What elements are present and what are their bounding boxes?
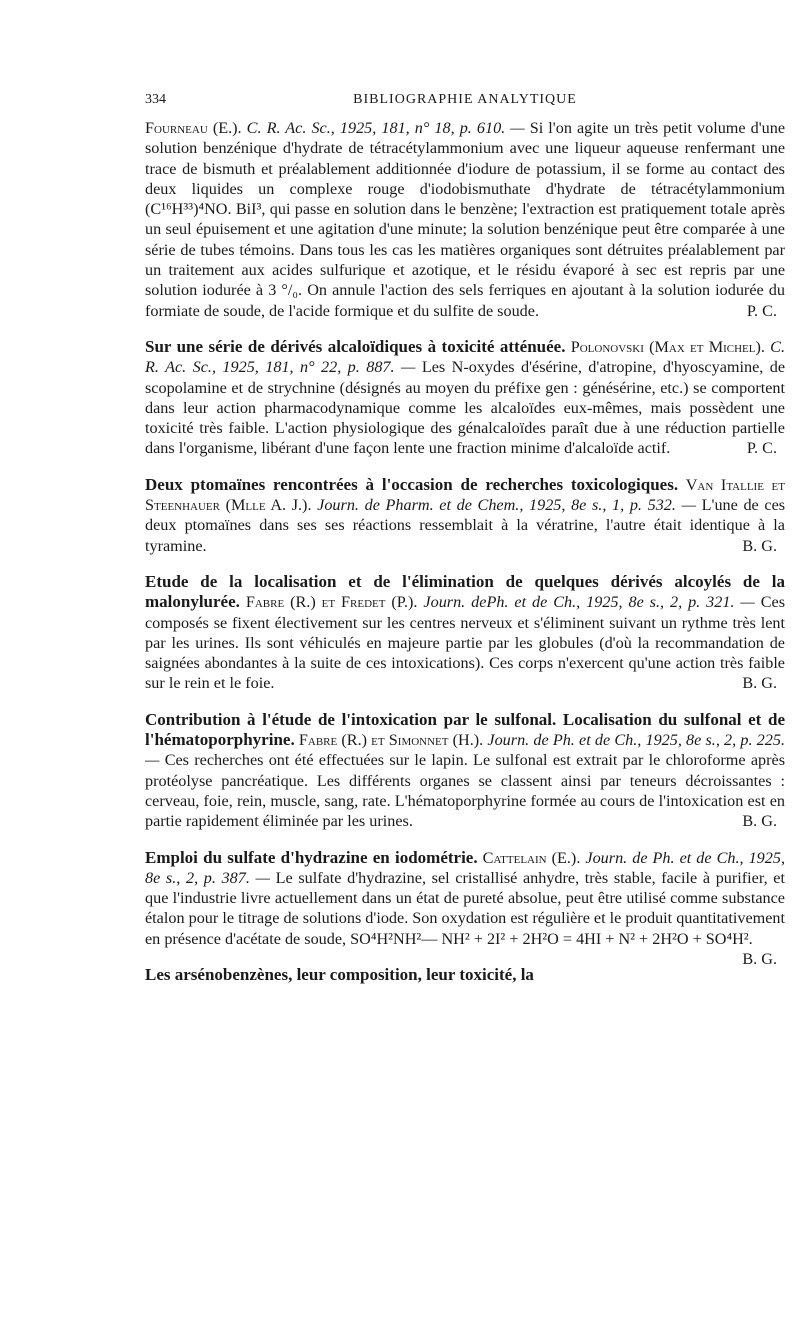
entry-van-itallie [145, 475, 785, 556]
entry-signature: B. G. [742, 674, 777, 693]
entry-citation: Journ. de Ph. et de Ch., 1925, 8e s., 2, p. 387. — [145, 848, 786, 887]
entry-signature: P. C. [746, 439, 777, 458]
section-title: BIBLIOGRAPHIE ANALYTIQUE [353, 92, 577, 107]
entry-fabre-fredet [145, 572, 785, 694]
page [145, 92, 785, 985]
entry-title: Emploi du sulfate d'hydrazine en iodométrie. [145, 847, 478, 867]
entry-authors: Van Itallie et Steenhauer (Mlle A. J.). [145, 475, 785, 515]
entry-authors: Polonovski (Max et Michel). [570, 337, 765, 356]
entry-paragraph [145, 572, 785, 694]
entry-paragraph [145, 847, 786, 968]
page-number: 334 [145, 92, 166, 107]
entry-citation: Journ. de Pharm. et de Chem., 1925, 8e s., 1, p. 532. — [317, 496, 696, 515]
entry-fourneau [145, 118, 785, 321]
entry-signature: P. C. [746, 301, 777, 320]
entry-citation: C. R. Ac. Sc., 1925, 181, n° 18, p. 610. — [246, 119, 525, 137]
entry-authors: Fabre (R.) et Simonnet (H.). [298, 731, 484, 750]
entry-arsenobenzenes [145, 965, 785, 985]
entry-paragraph [145, 965, 785, 985]
entry-paragraph [145, 710, 785, 832]
entry-body: L'une de ces deux ptomaïnes dans ses ses réactions ressemblait à la vératrine, l'autre était identique à la tyramine. [145, 496, 786, 555]
entry-body: Ces composés se fixent électivement sur les centres nerveux et s'éliminent suivant un rythme très lent par les urines. Ils sont véhiculés en majeure partie par les globules (d'où la recommandation de saignées abondantes à la suite de ces intoxications). Ces corps n'exercent qu'une action très faible sur le rein et le foie. [145, 593, 786, 693]
entry-title: Contribution à l'étude de l'intoxication par le sulfonal. Localisation du sulfonal et de l'hématoporphyrine. [145, 709, 785, 750]
entry-cattelain [145, 847, 786, 968]
entry-body: Le sulfate d'hydrazine, sel cristallisé anhydre, très stable, facile à purifier, et que l'industrie livre actuellement dans un état de pureté absolue, peut être utilisé comme substance étalon pour le titrage de solutions d'iode. Son oxydation est régulière et le produit quantitativement en présence d'acétate de soude, SO⁴H²NH²— NH² + 2I² + 2H²O = 4HI + N² + 2H²O + SO⁴H². [145, 868, 785, 948]
entry-title: Sur une série de dérivés alcaloïdiques à toxicité atténuée. [145, 336, 566, 356]
entry-fabre-simonnet [145, 710, 785, 832]
entry-polonovski [145, 337, 785, 459]
entry-title: Deux ptomaïnes rencontrées à l'occasion de recherches toxicologiques. [145, 474, 679, 494]
entry-body: Si l'on agite un très petit volume d'une solution benzénique d'hydrate de tétracétylammonium avec une liqueur aqueuse renfermant une trace de bismuth et préalablement additionnée d'iodure de potassium, il se forme au contact des deux liquides un complexe rouge d'iodobismuthate d'hydrate de tétracétylammonium (C¹⁶H³³)⁴NO. BiI³, qui passe en solution dans le benzène; l'extraction est pratiquement totale après un seul épuisement et une agitation d'une minute; la solution benzénique peut être comparée à une série de tubes témoins. Dans tous les cas les matières organiques sont détruites préalablement par un traitement aux acides sulfurique et azotique, et le résidu évaporé à sec est repris par une solution iodurée à 3 °/₀. On annule l'action des sels ferriques en ajoutant à la solution iodurée du formiate de soude, de l'acide formique et du sulfite de soude. [145, 119, 786, 320]
entry-paragraph [145, 475, 785, 556]
entry-signature: B. G. [742, 812, 777, 831]
running-head [145, 92, 785, 118]
entry-paragraph [145, 337, 785, 459]
entry-authors: Fabre (R.) et Fredet (P.). [245, 593, 418, 612]
entry-paragraph [145, 118, 785, 321]
entry-citation: Journ. dePh. et de Ch., 1925, 8e s., 2, p. 321. — [423, 593, 755, 612]
entry-authors: Fourneau (E.). [145, 119, 242, 137]
entry-title: Les arsénobenzènes, leur composition, leur toxicité, la [145, 964, 534, 984]
entry-citation: C. R. Ac. Sc., 1925, 181, n° 22, p. 887. — [145, 337, 786, 377]
entry-body: Les N-oxydes d'ésérine, d'atropine, d'hyoscyamine, de scopolamine et de strychnine (désignés au moyen du préfixe gen : génésérine, etc.) se comportent dans leur action pharmacodynamique comme les alcaloïdes eux-mêmes, mais possèdent une toxicité très faible. L'action physiologique des génalcaloïdes paraît due à une réduction partielle dans l'organisme, libérant d'une façon lente une fraction minime d'alcaloïde actif. [145, 358, 786, 458]
entry-title: Etude de la localisation et de l'élimination de quelques dérivés alcoylés de la malonylurée. [145, 571, 785, 612]
entry-authors: Cattelain (E.). [482, 848, 581, 867]
entry-body: Ces recherches ont été effectuées sur le lapin. Le sulfonal est extrait par le chloroforme après protéolyse pancréatique. Les différents organes se classent ainsi par teneurs décroissantes : cerveau, foie, rein, muscle, sang, rate. L'hématoporphyrine formée au cours de l'intoxication est en partie rapidement éliminée par les urines. [145, 751, 785, 831]
entry-signature: B. G. [742, 949, 777, 968]
entry-citation: Journ. de Ph. et de Ch., 1925, 8e s., 2, p. 225. — [145, 731, 786, 770]
entry-signature: B. G. [742, 536, 777, 555]
